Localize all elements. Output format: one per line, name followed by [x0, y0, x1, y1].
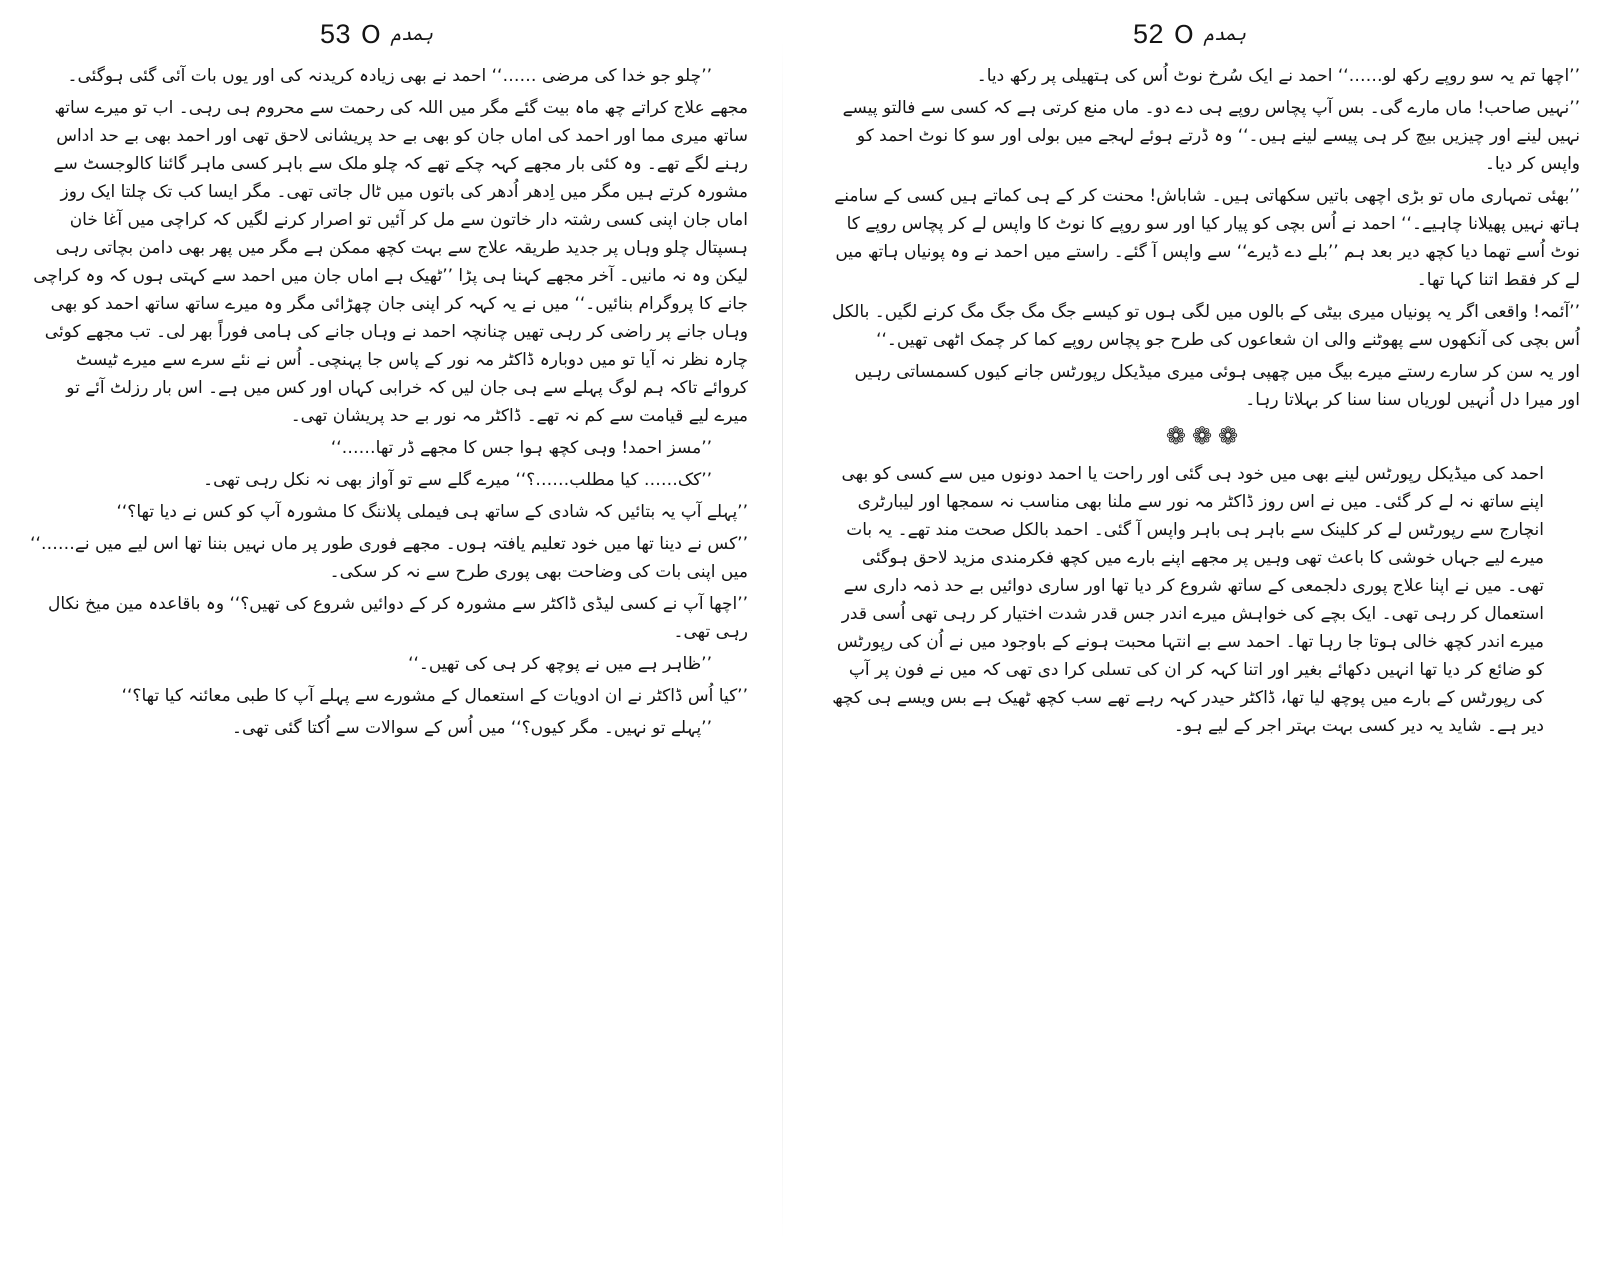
page-gutter: [782, 40, 783, 1240]
page-body: [830, 62, 1580, 744]
paragraph: ’’کیا اُس ڈاکٹر نے ان ادویات کے استعمال کے مشورے سے پہلے آپ کا طبی معائنہ کیا تھا؟‘‘: [121, 686, 748, 706]
page-header: [320, 14, 433, 54]
paragraph: احمد کی میڈیکل رپورٹس لینے بھی میں خود ہی گئی اور راحت یا احمد دونوں میں سے کسی کو بھی اپنے ساتھ نہ لے کر گئی۔ میں نے اس روز ڈاکٹر مہ نور سے ملنا بھی مناسب نہ سمجھا اور لیبارٹری انچارج سے رپورٹس لے کر کلینک سے باہر ہی باہر واپس آ گئی۔ احمد بالکل صحت مند تھے۔ یہ بات میرے لیے جہاں خوشی کا باعث تھی وہیں پر مجھے اپنے بارے میں کچھ فکرمندی مزید لاحق ہوگئی تھی۔ میں نے اپنا علاج پوری دلجمعی کے ساتھ شروع کر دیا تھا اور ساری دوائیں بے حد ذمہ داری سے استعمال کر رہی تھی۔ ایک بچے کی خواہش میرے اندر جس قدر شدت اختیار کر رہی تھی اُسی قدر میرے اندر کچھ خالی ہوتا جا رہا تھا۔ احمد سے بے انتہا محبت ہونے کے باوجود میں نے اُن کی رپورٹس کو ضائع کر دیا تھا انہیں دکھائے بغیر اور اتنا کہہ کر ان کی تسلی کرا دی تھی کہ میں نے فون پر آپ کی رپورٹس کے بارے میں پوچھ لیا تھا، ڈاکٹر حیدر کہہ رہے تھے سب کچھ ٹھیک ہے بس ویسے ہی کچھ دیر ہے۔ شاید یہ دیر کسی بہت بہتر اجر کے لیے ہو۔: [832, 464, 1544, 736]
paragraph: ’’پہلے آپ یہ بتائیں کہ شادی کے ساتھ ہی فیملی پلاننگ کا مشورہ آپ کو کس نے دیا تھا؟‘‘: [116, 502, 748, 522]
page-body: [28, 62, 748, 746]
paragraph: ’’ظاہر ہے میں نے پوچھ کر ہی کی تھیں۔‘‘: [408, 654, 712, 674]
paragraph: مجھے علاج کراتے چھ ماہ بیت گئے مگر میں اللہ کی رحمت سے محروم ہی رہی۔ اب تو میرے ساتھ ساتھ میری مما اور احمد کی اماں جان کو بھی بے حد پریشانی لاحق تھی اور احمد بھی بے حد اداس رہنے لگے تھے۔ وہ کئی بار مجھے کہہ چکے تھے کہ چلو ملک سے باہر کسی ماہر گائنا کالوجسٹ سے مشورہ کرتے ہیں مگر میں اِدھر اُدھر کی باتوں میں ٹال جاتی تھی۔ مگر ایسا کب تک چلتا ایک روز اماں جان اپنی کسی رشتہ دار خاتون سے مل کر آئیں تو اصرار کرنے لگیں کہ کراچی میں آغا خان ہسپتال چلو وہاں پر جدید طریقہ علاج سے بہت کچھ ممکن ہے مگر میں پھر بھی دامن بچاتی رہی لیکن وہ نہ مانیں۔ آخر مجھے کہنا ہی پڑا ’’ٹھیک ہے اماں جان میں احمد سے کہتی ہوں کہ وہ کراچی جانے کا پروگرام بنائیں۔‘‘ میں نے یہ کہہ کر اپنی جان چھڑائی مگر وہ میرے ساتھ ساتھ احمد کو بھی وہاں جانے پر راضی کر رہی تھیں چنانچہ احمد نے وہاں جانے کی ہامی فوراً بھر لی۔ تب مجھے کوئی چارہ نظر نہ آیا تو میں دوبارہ ڈاکٹر مہ نور کے پاس جا پہنچی۔ اُس نے نئے سرے سے میرے ٹیسٹ کروائے تاکہ ہم لوگ پہلے سے ہی جان لیں کہ خرابی کہاں اور کس میں ہے۔ اس بار رزلٹ آئے تو میرے لیے قیامت سے کم نہ تھے۔ ڈاکٹر مہ نور بے حد پریشان تھی۔: [33, 98, 748, 426]
paragraph: ’’کک…… کیا مطلب……؟‘‘ میرے گلے سے تو آواز بھی نہ نکل رہی تھی۔: [203, 470, 712, 490]
paragraph: اور یہ سن کر سارے رستے میرے بیگ میں چھپی ہوئی میری میڈیکل رپورٹس جانے کیوں کسمساتی رہیں اور میرا دل اُنہیں لوریاں سنا سنا کر بہلاتا رہا۔: [854, 362, 1580, 410]
page-53: [28, 0, 748, 1283]
page-52: [830, 0, 1580, 1283]
circle-separator-icon: O: [361, 19, 381, 49]
page-number: 52: [1133, 18, 1165, 49]
paragraph: ’’اچھا آپ نے کسی لیڈی ڈاکٹر سے مشورہ کر کے دوائیں شروع کی تھیں؟‘‘ وہ باقاعدہ مین میخ نکال رہی تھی۔: [47, 594, 748, 642]
circle-separator-icon: O: [1174, 19, 1194, 49]
paragraph: ’’اچھا تم یہ سو روپے رکھ لو……‘‘ احمد نے ایک سُرخ نوٹ اُس کی ہتھیلی پر رکھ دیا۔: [976, 66, 1580, 86]
paragraph: ’’نہیں صاحب! ماں مارے گی۔ بس آپ پچاس روپے ہی دے دو۔ ماں منع کرتی ہے کہ کسی سے فالتو پیسے نہیں لینے اور چیزیں بیچ کر ہی پیسے لینے ہیں۔‘‘ وہ ڈرتے ہوئے لہجے میں بولی اور سو کا نوٹ احمد کو واپس کر دیا۔: [842, 98, 1580, 174]
magazine-title: ہمدم: [1203, 23, 1246, 45]
paragraph: ’’آئمہ! واقعی اگر یہ پونیاں میری بیٹی کے بالوں میں لگی ہوں تو کیسے جگ مگ جگ مگ کرنے لگیں۔ بالکل اُس بچی کی آنکھوں سے پھوٹنے والی ان شعاعوں کی طرح جو پچاس روپے کما کر چمک اٹھی تھیں۔‘‘: [831, 302, 1580, 350]
paragraph: ’’چلو جو خدا کی مرضی ……‘‘ احمد نے بھی زیادہ کریدنہ کی اور یوں بات آئی گئی ہوگئی۔: [67, 66, 712, 86]
page-header: [1133, 14, 1246, 54]
paragraph: ’’بھئی تمہاری ماں تو بڑی اچھی باتیں سکھاتی ہیں۔ شاباش! محنت کر کے ہی کماتے ہیں کسی کے سامنے ہاتھ نہیں پھیلانا چاہیے۔‘‘ احمد نے اُس بچی کو پیار کیا اور سو روپے کا نوٹ کا واپس لے کر پچاس روپے کا نوٹ اُسے تھما دیا کچھ دیر بعد ہم ’’بلے دے ڈیرے‘‘ سے واپس آ گئے۔ راستے میں احمد نے وہ پونیاں ہاتھ میں لے کر فقط اتنا کہا تھا۔: [834, 186, 1580, 290]
page-number: 53: [320, 18, 352, 49]
paragraph: ’’کس نے دینا تھا میں خود تعلیم یافتہ ہوں۔ مجھے فوری طور پر ماں نہیں بننا تھا اس لیے میں نے……‘‘ میں اپنی بات کی وضاحت بھی پوری طرح سے نہ کر سکی۔: [30, 534, 748, 582]
paragraph: ’’پہلے تو نہیں۔ مگر کیوں؟‘‘ میں اُس کے سوالات سے اُکتا گئی تھی۔: [232, 718, 712, 738]
paragraph: ’’مسز احمد! وہی کچھ ہوا جس کا مجھے ڈر تھا……‘‘: [330, 438, 712, 458]
flower-divider-icon: ❁❁❁: [1165, 422, 1245, 450]
magazine-title: ہمدم: [390, 23, 433, 45]
